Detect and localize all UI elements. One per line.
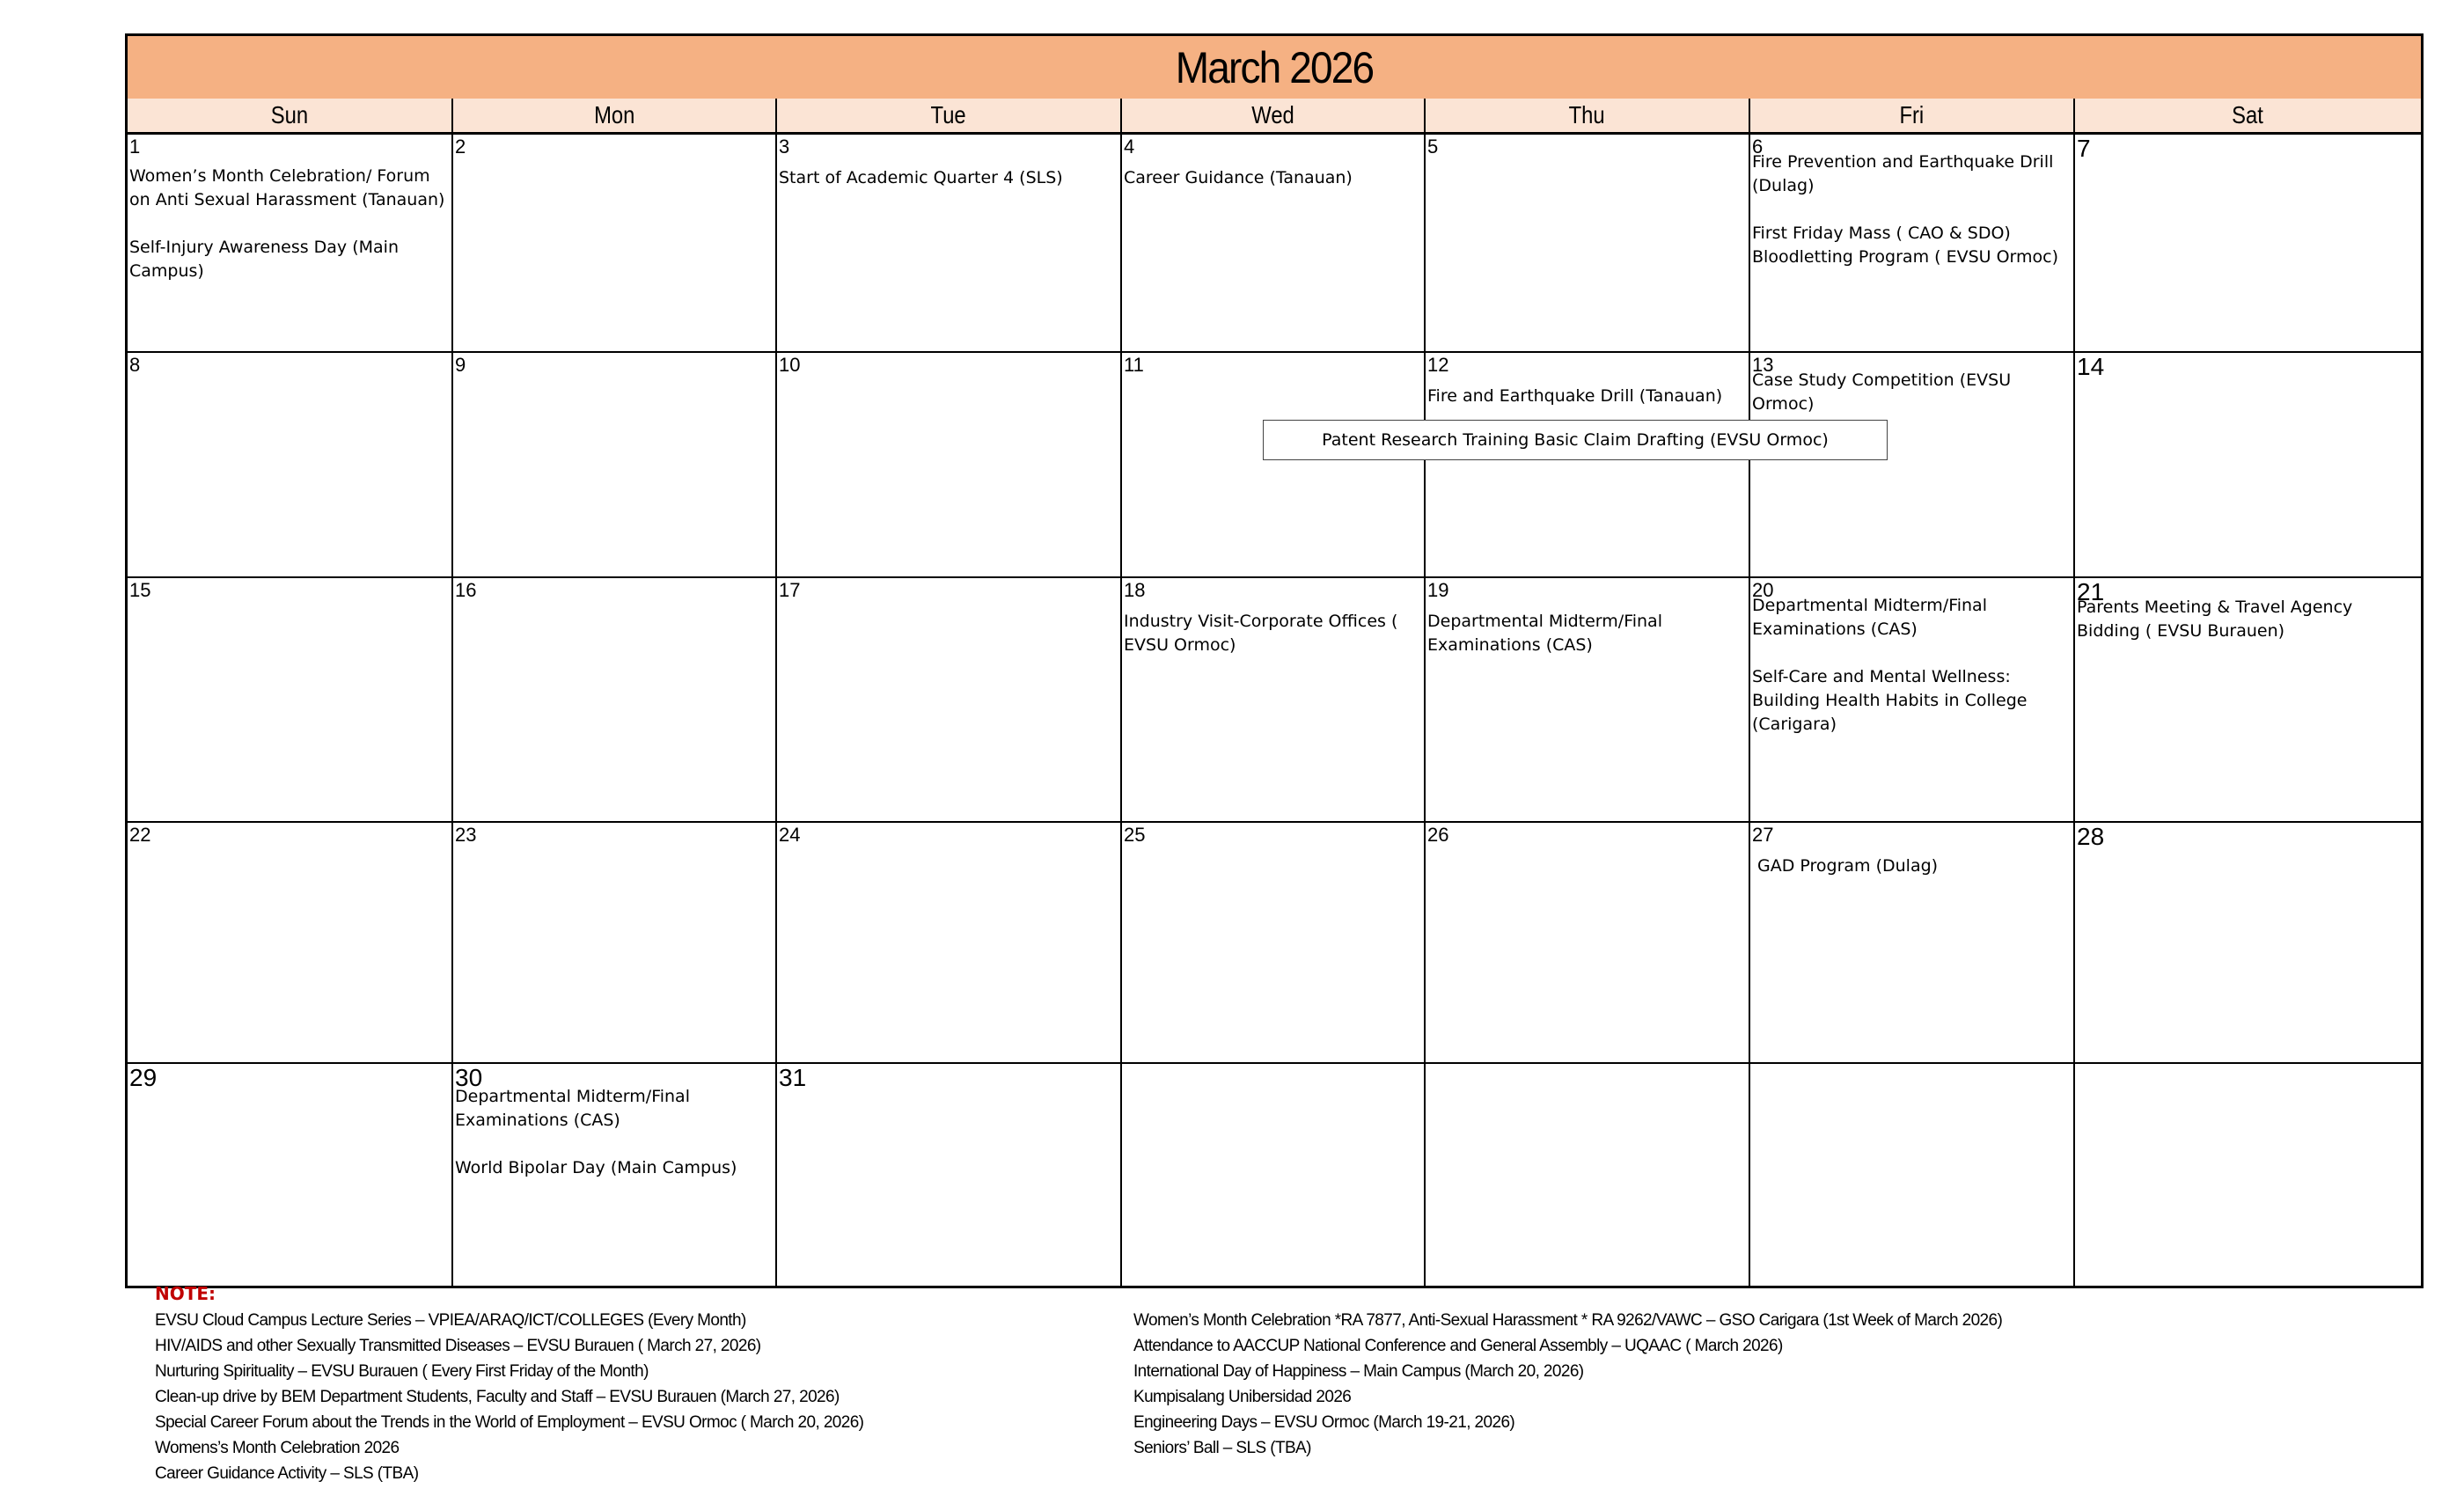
day-events [1427, 610, 1745, 657]
day-number: 24 [779, 824, 801, 846]
day-cell-5[interactable] [1426, 135, 1750, 353]
note-item: Clean-up drive by BEM Department Students, Faculty and Staff – EVSU Burauen (March 27, 2026) [155, 1388, 840, 1406]
event-item[interactable]: Industry Visit-Corporate Offices ( EVSU Ormoc) [1124, 612, 1398, 655]
day-cell-21[interactable] [2075, 578, 2421, 823]
day-number: 26 [1427, 824, 1449, 846]
day-cell-8[interactable] [128, 353, 453, 578]
note-item: EVSU Cloud Campus Lecture Series – VPIEA/ARAQ/ICT/COLLEGES (Every Month) [155, 1311, 746, 1330]
day-events [1752, 369, 2070, 416]
day-cell-24[interactable] [777, 823, 1122, 1064]
day-events [129, 165, 448, 283]
day-number: 12 [1427, 354, 1449, 376]
empty-day-cell[interactable] [1122, 1064, 1426, 1287]
event-item[interactable]: World Bipolar Day (Main Campus) [455, 1158, 737, 1177]
weekday-header-row [128, 99, 2421, 135]
empty-day-cell[interactable] [2075, 1064, 2421, 1287]
event-item[interactable]: Parents Meeting & Travel Agency Bidding ( EVSU Burauen) [2077, 598, 2353, 641]
day-events [1757, 854, 2070, 878]
note-item: Engineering Days – EVSU Ormoc (March 19-21, 2026) [1133, 1413, 1515, 1432]
day-cell-30[interactable] [453, 1064, 777, 1287]
day-cell-25[interactable] [1122, 823, 1426, 1064]
note-item: International Day of Happiness – Main Campus (March 20, 2026) [1133, 1362, 1584, 1381]
day-cell-11[interactable] [1122, 353, 1426, 578]
note-item: Nurturing Spirituality – EVSU Burauen ( Every First Friday of the Month) [155, 1362, 649, 1381]
day-number: 19 [1427, 579, 1449, 601]
day-number: 2 [455, 136, 466, 158]
day-number: 8 [129, 354, 141, 376]
notes-title: NOTE: [155, 1283, 216, 1304]
day-events [455, 1085, 772, 1180]
weekday-sun: Sun [128, 99, 453, 132]
note-item: Kumpisalang Unibersidad 2026 [1133, 1388, 1352, 1406]
day-cell-26[interactable] [1426, 823, 1750, 1064]
event-item[interactable]: Departmental Midterm/Final Examinations (CAS) [455, 1087, 690, 1130]
empty-day-cell[interactable] [1750, 1064, 2075, 1287]
note-item: Women’s Month Celebration *RA 7877, Anti-Sexual Harassment * RA 9262/VAWC – GSO Carigara (1st Week of March 2026) [1133, 1311, 2003, 1330]
day-number: 1 [129, 136, 141, 158]
day-number: 11 [1124, 354, 1144, 376]
day-number: 21 [2077, 578, 2105, 605]
day-cell-23[interactable] [453, 823, 777, 1064]
note-item: HIV/AIDS and other Sexually Transmitted Diseases – EVSU Burauen ( March 27, 2026) [155, 1337, 761, 1355]
day-cell-28[interactable] [2075, 823, 2421, 1064]
day-number: 30 [455, 1064, 483, 1091]
day-events [779, 166, 1117, 190]
day-cell-2[interactable] [453, 135, 777, 353]
day-cell-9[interactable] [453, 353, 777, 578]
event-item[interactable]: Start of Academic Quarter 4 (SLS) [779, 168, 1063, 187]
day-cell-1[interactable] [128, 135, 453, 353]
day-number: 4 [1124, 136, 1135, 158]
notes-right-column [1133, 1308, 2002, 1461]
day-cell-15[interactable] [128, 578, 453, 823]
day-cell-18[interactable] [1122, 578, 1426, 823]
day-number: 15 [129, 579, 151, 601]
day-cell-3[interactable] [777, 135, 1122, 353]
day-number: 17 [779, 579, 801, 601]
day-number: 25 [1124, 824, 1146, 846]
note-item: Career Guidance Activity – SLS (TBA) [155, 1464, 419, 1483]
day-number: 9 [455, 354, 466, 376]
day-events [1124, 610, 1420, 657]
day-number: 27 [1752, 824, 1774, 846]
spanning-event[interactable]: Patent Research Training Basic Claim Drafting (EVSU Ormoc) [1263, 420, 1888, 460]
event-item[interactable]: First Friday Mass ( CAO & SDO) Bloodletting Program ( EVSU Ormoc) [1752, 224, 2059, 267]
day-cell-20[interactable] [1750, 578, 2075, 823]
event-item[interactable]: Fire and Earthquake Drill (Tanauan) [1427, 386, 1723, 406]
day-number: 7 [2077, 135, 2091, 162]
day-cell-27[interactable] [1750, 823, 2075, 1064]
note-item: Seniors’ Ball – SLS (TBA) [1133, 1439, 1311, 1457]
day-number: 28 [2077, 823, 2105, 850]
notes-left-column [155, 1308, 863, 1486]
day-number: 6 [1752, 136, 1764, 158]
day-cell-16[interactable] [453, 578, 777, 823]
event-item[interactable]: Case Study Competition (EVSU Ormoc) [1752, 370, 2012, 414]
event-item[interactable]: Departmental Midterm/Final Examinations (CAS) [1752, 596, 1987, 639]
day-cell-10[interactable] [777, 353, 1122, 578]
day-number: 22 [129, 824, 151, 846]
month-title: March 2026 [1175, 42, 1374, 92]
event-item[interactable]: Self-Care and Mental Wellness: Building Health Habits in College (Carigara) [1752, 667, 2028, 734]
event-item[interactable]: Women’s Month Celebration/ Forum on Anti Sexual Harassment (Tanauan) [129, 166, 445, 209]
day-cell-29[interactable] [128, 1064, 453, 1287]
day-number: 20 [1752, 579, 1774, 601]
event-item[interactable]: Departmental Midterm/Final Examinations (CAS) [1427, 612, 1662, 655]
day-events [1124, 166, 1420, 190]
event-item[interactable]: GAD Program (Dulag) [1757, 856, 1939, 876]
calendar [125, 33, 2424, 1288]
event-item[interactable]: Career Guidance (Tanauan) [1124, 168, 1353, 187]
day-cell-17[interactable] [777, 578, 1122, 823]
day-number: 16 [455, 579, 477, 601]
event-item[interactable]: Fire Prevention and Earthquake Drill (Dulag) [1752, 152, 2054, 195]
day-cell-22[interactable] [128, 823, 453, 1064]
day-events [1427, 385, 1745, 408]
weekday-thu: Thu [1426, 99, 1750, 132]
day-number: 23 [455, 824, 477, 846]
note-item: Special Career Forum about the Trends in the World of Employment – EVSU Ormoc ( March 20, 2026) [155, 1413, 864, 1432]
day-cell-13[interactable] [1750, 353, 2075, 578]
day-number: 31 [779, 1064, 807, 1091]
note-item: Attendance to AACCUP National Conference and General Assembly – UQAAC ( March 2026) [1133, 1337, 1783, 1355]
day-cell-31[interactable] [777, 1064, 1122, 1287]
event-item[interactable]: Self-Injury Awareness Day (Main Campus) [129, 238, 399, 281]
day-cell-7[interactable] [2075, 135, 2421, 353]
day-cell-12[interactable] [1426, 353, 1750, 578]
day-number: 18 [1124, 579, 1146, 601]
day-events [1752, 594, 2070, 737]
day-cell-4[interactable] [1122, 135, 1426, 353]
calendar-grid [128, 135, 2421, 1286]
weekday-sat: Sat [2232, 101, 2264, 128]
day-number: 14 [2077, 353, 2105, 380]
weekday-fri: Fri [1750, 99, 2075, 132]
month-title-bar [128, 36, 2421, 101]
empty-day-cell[interactable] [1426, 1064, 1750, 1287]
weekday-mon: Mon [453, 99, 777, 132]
day-cell-6[interactable] [1750, 135, 2075, 353]
notes-section [155, 1283, 2425, 1494]
weekday-tue: Tue [777, 99, 1122, 132]
day-events [1752, 150, 2070, 269]
weekday-wed: Wed [1122, 99, 1426, 132]
day-events [2077, 596, 2417, 643]
day-cell-14[interactable] [2075, 353, 2421, 578]
day-number: 13 [1752, 354, 1774, 376]
day-number: 5 [1427, 136, 1439, 158]
note-item: Womens’s Month Celebration 2026 [155, 1439, 400, 1457]
day-number: 29 [129, 1064, 158, 1091]
day-number: 10 [779, 354, 801, 376]
day-number: 3 [779, 136, 790, 158]
day-cell-19[interactable] [1426, 578, 1750, 823]
